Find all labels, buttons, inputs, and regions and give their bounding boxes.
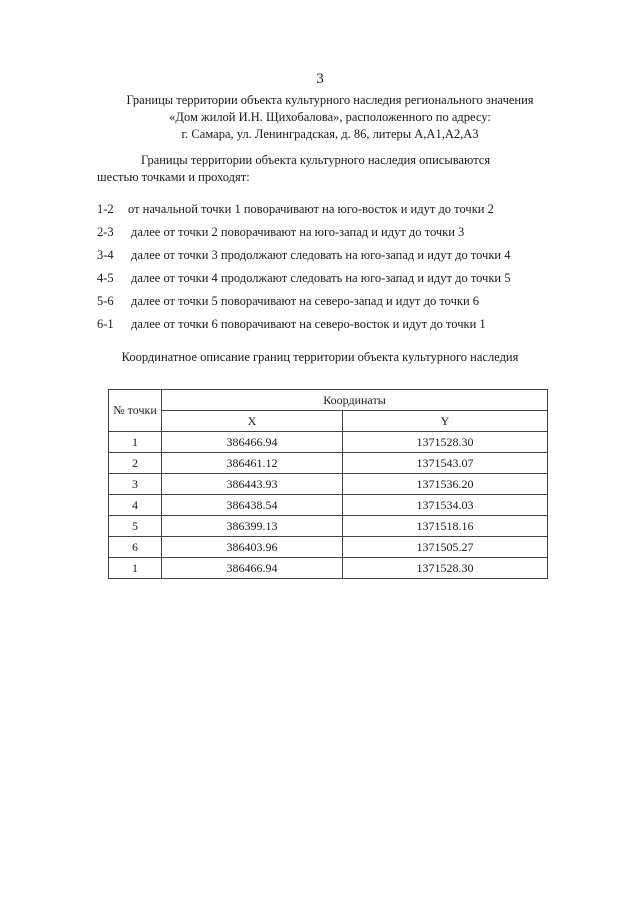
document-heading <box>80 92 580 143</box>
coordinate-y: 1371505.27 <box>343 537 548 558</box>
point-number: 4 <box>109 495 162 516</box>
coordinate-x: 386466.94 <box>162 432 343 453</box>
route-item <box>97 247 557 264</box>
point-number: 3 <box>109 474 162 495</box>
coordinate-x: 386403.96 <box>162 537 343 558</box>
point-number: 6 <box>109 537 162 558</box>
header-coordinates: Координаты <box>162 390 548 411</box>
point-number: 1 <box>109 432 162 453</box>
route-item <box>97 316 557 333</box>
intro-line: Границы территории объекта культурного наследия описываются <box>141 153 491 167</box>
heading-line: «Дом жилой И.Н. Щихобалова», расположенного по адресу: <box>169 110 491 124</box>
coordinate-x: 386466.94 <box>162 558 343 579</box>
coordinate-x: 386443.93 <box>162 474 343 495</box>
route-text: далее от точки 4 продолжают следовать на юго-запад и идут до точки 5 <box>131 271 511 285</box>
table-row <box>109 474 548 495</box>
route-code: 5-6 <box>97 294 114 308</box>
route-item <box>97 293 557 310</box>
coordinate-x: 386399.13 <box>162 516 343 537</box>
route-code: 3-4 <box>97 248 114 262</box>
table-row <box>109 558 548 579</box>
table-row <box>109 453 548 474</box>
intro-line: шестью точками и проходят: <box>97 170 250 184</box>
route-code: 4-5 <box>97 271 114 285</box>
coordinate-y: 1371536.20 <box>343 474 548 495</box>
route-text: далее от точки 2 поворачивают на юго-запад и идут до точки 3 <box>131 225 465 239</box>
route-code: 6-1 <box>97 317 114 331</box>
route-item <box>97 270 557 287</box>
coordinate-y: 1371518.16 <box>343 516 548 537</box>
table-caption: Координатное описание границ территории объекта культурного наследия <box>121 350 519 364</box>
table-row <box>109 537 548 558</box>
route-code: 1-2 <box>97 202 114 216</box>
route-item <box>97 224 557 241</box>
heading-line: Границы территории объекта культурного наследия регионального значения <box>126 93 534 107</box>
route-text: далее от точки 5 поворачивают на северо-запад и идут до точки 6 <box>131 294 480 308</box>
intro-paragraph <box>97 152 545 186</box>
table-row <box>109 516 548 537</box>
header-y: Y <box>343 411 548 432</box>
header-x: X <box>162 411 343 432</box>
point-number: 2 <box>109 453 162 474</box>
point-number: 5 <box>109 516 162 537</box>
coordinate-y: 1371528.30 <box>343 432 548 453</box>
heading-line: г. Самара, ул. Ленинградская, д. 86, литеры А,А1,А2,А3 <box>181 127 479 141</box>
route-text: далее от точки 6 поворачивают на северо-восток и идут до точки 1 <box>131 317 486 331</box>
route-item <box>97 201 557 218</box>
table-row <box>109 495 548 516</box>
coordinate-y: 1371528.30 <box>343 558 548 579</box>
coordinate-x: 386461.12 <box>162 453 343 474</box>
route-code: 2-3 <box>97 225 114 239</box>
point-number: 1 <box>109 558 162 579</box>
header-point-number: № точки <box>109 390 162 432</box>
page-number: 3 <box>316 71 324 87</box>
table-row <box>109 432 548 453</box>
coordinates-table <box>108 389 548 579</box>
route-text: от начальной точки 1 поворачивают на юго-восток и идут до точки 2 <box>128 202 494 216</box>
coordinate-y: 1371534.03 <box>343 495 548 516</box>
coordinate-x: 386438.54 <box>162 495 343 516</box>
coordinate-y: 1371543.07 <box>343 453 548 474</box>
route-text: далее от точки 3 продолжают следовать на юго-запад и идут до точки 4 <box>131 248 511 262</box>
